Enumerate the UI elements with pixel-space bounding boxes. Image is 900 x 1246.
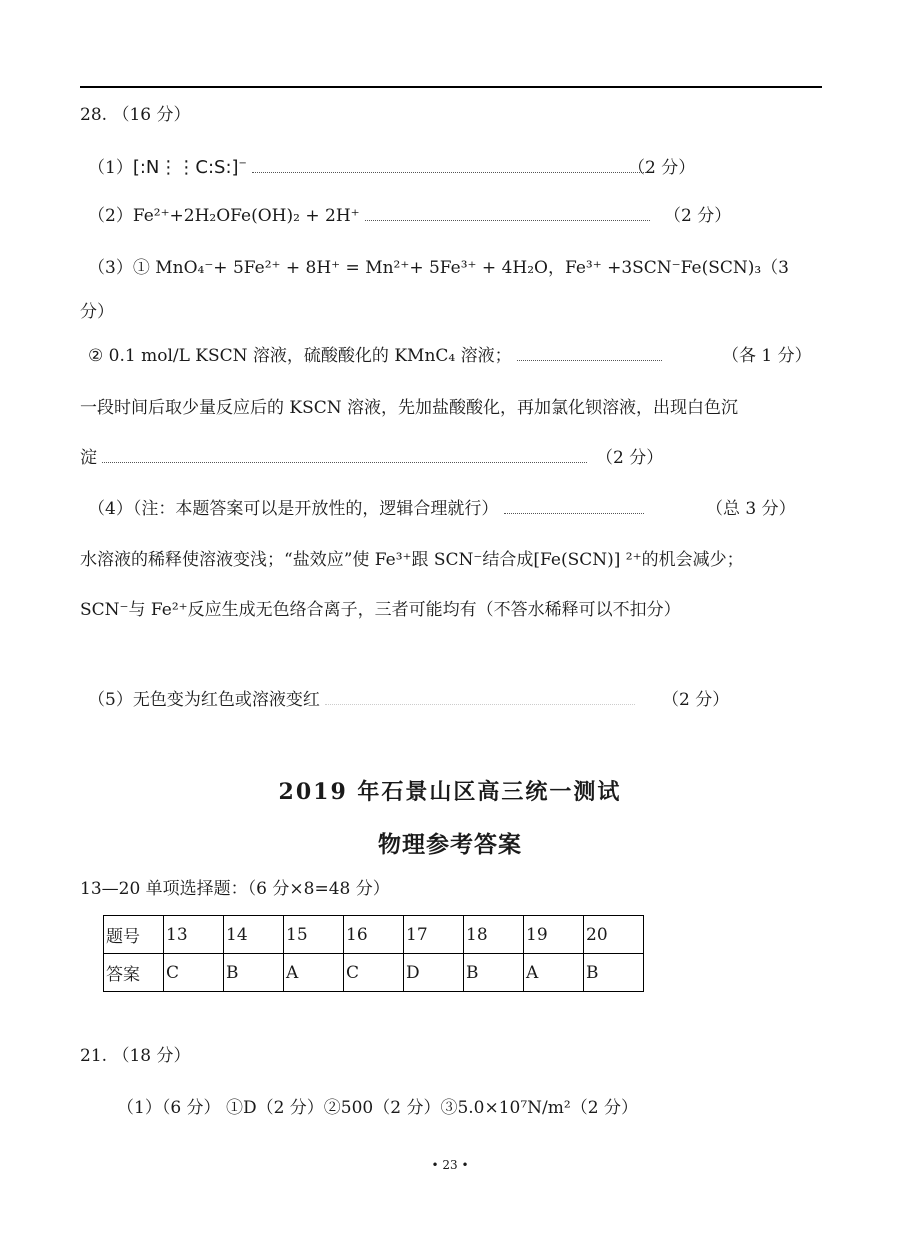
q28-part3-line1: （3）① MnO₄⁻+ 5Fe²⁺ + 8H⁺ = Mn²⁺+ 5Fe³⁺ + 4H₂O，Fe³⁺ +3SCN⁻Fe(SCN)₃（3 bbox=[88, 258, 789, 278]
dotted-leader bbox=[365, 206, 650, 221]
q28-part1-score: （2 分） bbox=[628, 158, 696, 178]
q28-part4-line3: SCN⁻与 Fe²⁺反应生成无色络合离子，三者可能均有（不答水稀释可以不扣分） bbox=[80, 600, 681, 620]
table-cell: 16 bbox=[344, 916, 404, 954]
table-row bbox=[104, 954, 644, 992]
dotted-leader bbox=[102, 448, 587, 463]
table-cell: 18 bbox=[464, 916, 524, 954]
q21-part1: （1）（6 分） ①D（2 分）②500（2 分）③5.0×10⁷N/m²（2 分） bbox=[117, 1098, 638, 1118]
table-cell: B bbox=[584, 954, 644, 992]
row-label: 答案 bbox=[104, 954, 164, 992]
table-cell: 13 bbox=[164, 916, 224, 954]
q28-part3-line5: 淀 bbox=[80, 446, 587, 470]
table-cell: C bbox=[164, 954, 224, 992]
page-number: • 23 • bbox=[431, 1158, 469, 1172]
q28-part3-line3: ② 0.1 mol/L KSCN 溶液，硫酸酸化的 KMnC₄ 溶液； bbox=[88, 344, 662, 368]
dotted-leader bbox=[252, 158, 652, 173]
part-label: （1） bbox=[88, 158, 133, 178]
q28-part1 bbox=[88, 156, 652, 180]
q28-part4-line1: （4）（注：本题答案可以是开放性的，逻辑合理就行） bbox=[88, 497, 644, 521]
table-cell: 14 bbox=[224, 916, 284, 954]
dotted-leader bbox=[517, 346, 662, 361]
q28-part4-line1-score: （总 3 分） bbox=[706, 499, 796, 519]
q28-part3-line2: 分） bbox=[80, 302, 114, 322]
q28-part3-line3-score: （各 1 分） bbox=[722, 346, 812, 366]
table-cell: B bbox=[224, 954, 284, 992]
mc-heading: 13—20 单项选择题：（6 分×8=48 分） bbox=[80, 879, 390, 899]
table-cell: C bbox=[344, 954, 404, 992]
q28-heading: 28. （16 分） bbox=[80, 105, 191, 125]
dotted-leader bbox=[325, 690, 635, 705]
table-cell: 15 bbox=[284, 916, 344, 954]
q21-heading: 21. （18 分） bbox=[80, 1046, 191, 1066]
q28-part3-line5-score: （2 分） bbox=[596, 448, 664, 468]
q28-part5: （5）无色变为红色或溶液变红 bbox=[88, 688, 635, 712]
table-cell: B bbox=[464, 954, 524, 992]
table-cell: 20 bbox=[584, 916, 644, 954]
dotted-leader bbox=[504, 499, 644, 514]
section-title: 物理参考答案 bbox=[378, 831, 522, 858]
table-row bbox=[104, 916, 644, 954]
q28-part2-score: （2 分） bbox=[664, 206, 732, 226]
q28-part5-score: （2 分） bbox=[662, 690, 730, 710]
lewis-structure: [:N⋮⋮C:S:]− bbox=[132, 157, 247, 178]
table-cell: 17 bbox=[404, 916, 464, 954]
table-cell: A bbox=[284, 954, 344, 992]
q28-part2: （2）Fe²⁺+2H₂OFe(OH)₂ + 2H⁺ bbox=[88, 204, 650, 228]
table-cell: D bbox=[404, 954, 464, 992]
equation: Fe²⁺+2H₂OFe(OH)₂ + 2H⁺ bbox=[132, 206, 360, 226]
top-rule bbox=[80, 86, 822, 88]
table-cell: 19 bbox=[524, 916, 584, 954]
row-label: 题号 bbox=[104, 916, 164, 954]
q28-part3-line4: 一段时间后取少量反应后的 KSCN 溶液，先加盐酸酸化，再加氯化钡溶液，出现白色沉 bbox=[80, 398, 739, 418]
exam-title: 2019 年石景山区高三统一测试 bbox=[278, 779, 622, 805]
q28-part4-line2: 水溶液的稀释使溶液变浅；“盐效应”使 Fe³⁺跟 SCN⁻结合成[Fe(SCN)] ²⁺的机会减少； bbox=[80, 550, 744, 570]
answer-table bbox=[103, 915, 644, 992]
table-cell: A bbox=[524, 954, 584, 992]
